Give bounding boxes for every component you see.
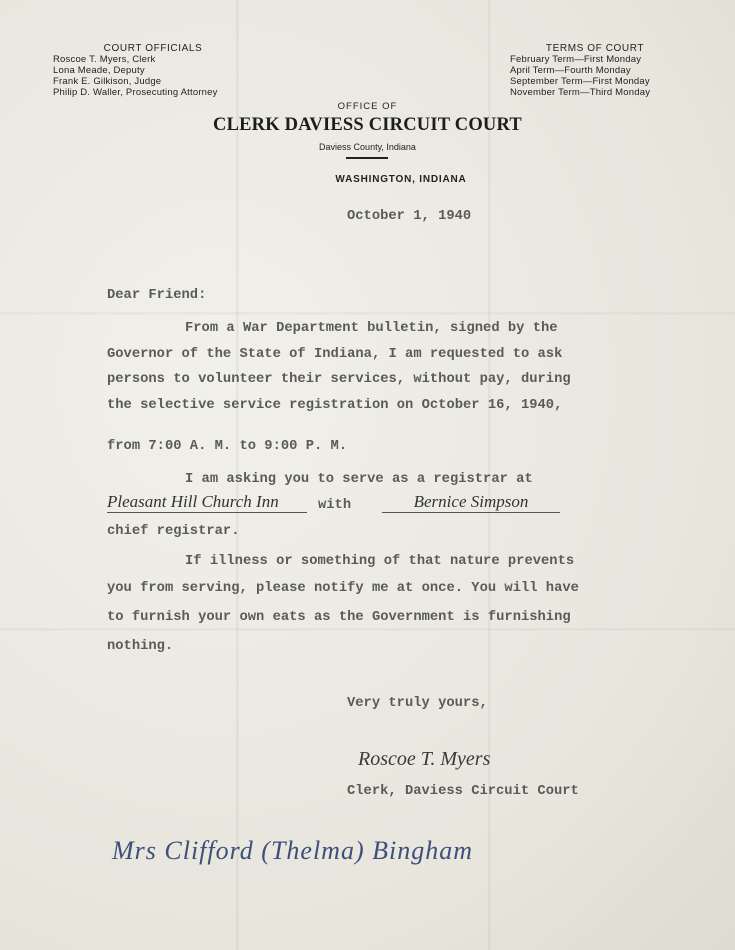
terms-of-court-title: TERMS OF COURT [545, 43, 645, 54]
body-line: the selective service registration on October 16, 1940, [107, 398, 563, 413]
with-word: with [318, 498, 352, 513]
court-title: CLERK DAVIESS CIRCUIT COURT [213, 114, 522, 136]
term: September Term—First Monday [510, 76, 650, 87]
divider [346, 157, 388, 159]
city: WASHINGTON, INDIANA [335, 174, 467, 185]
signature: Roscoe T. Myers [358, 748, 491, 770]
body-line: nothing. [107, 639, 174, 654]
court-officials [53, 43, 253, 98]
location-handwritten: Pleasant Hill Church Inn [107, 492, 307, 513]
body-line: chief registrar. [107, 524, 240, 539]
body-line: from 7:00 A. M. to 9:00 P. M. [107, 439, 348, 454]
signer-title: Clerk, Daviess Circuit Court [347, 784, 579, 799]
salutation: Dear Friend: [107, 288, 207, 303]
body-line: you from serving, please notify me at once. You will have [107, 581, 579, 596]
body-line: If illness or something of that nature prevents [185, 554, 575, 569]
recipient-handwritten: Mrs Clifford (Thelma) Bingham [112, 836, 473, 865]
terms-of-court [510, 43, 680, 98]
closing: Very truly yours, [347, 696, 488, 711]
body-line: I am asking you to serve as a registrar at [185, 472, 533, 487]
term: February Term—First Monday [510, 54, 642, 65]
county: Daviess County, Indiana [319, 142, 416, 152]
official: Lona Meade, Deputy [53, 65, 145, 76]
term: April Term—Fourth Monday [510, 65, 631, 76]
body-line: From a War Department bulletin, signed by the [185, 321, 558, 336]
official: Philip D. Waller, Prosecuting Attorney [53, 87, 218, 98]
official: Frank E. Gilkison, Judge [53, 76, 162, 87]
office-of: OFFICE OF [337, 101, 398, 112]
chief-registrar-handwritten: Bernice Simpson [382, 492, 560, 513]
body-line: persons to volunteer their services, without pay, during [107, 372, 571, 387]
date: October 1, 1940 [347, 209, 472, 224]
official: Roscoe T. Myers, Clerk [53, 54, 156, 65]
term: November Term—Third Monday [510, 87, 651, 98]
body-line: Governor of the State of Indiana, I am requested to ask [107, 347, 563, 362]
court-officials-title: COURT OFFICIALS [103, 43, 203, 54]
body-line: to furnish your own eats as the Government is furnishing [107, 610, 571, 625]
